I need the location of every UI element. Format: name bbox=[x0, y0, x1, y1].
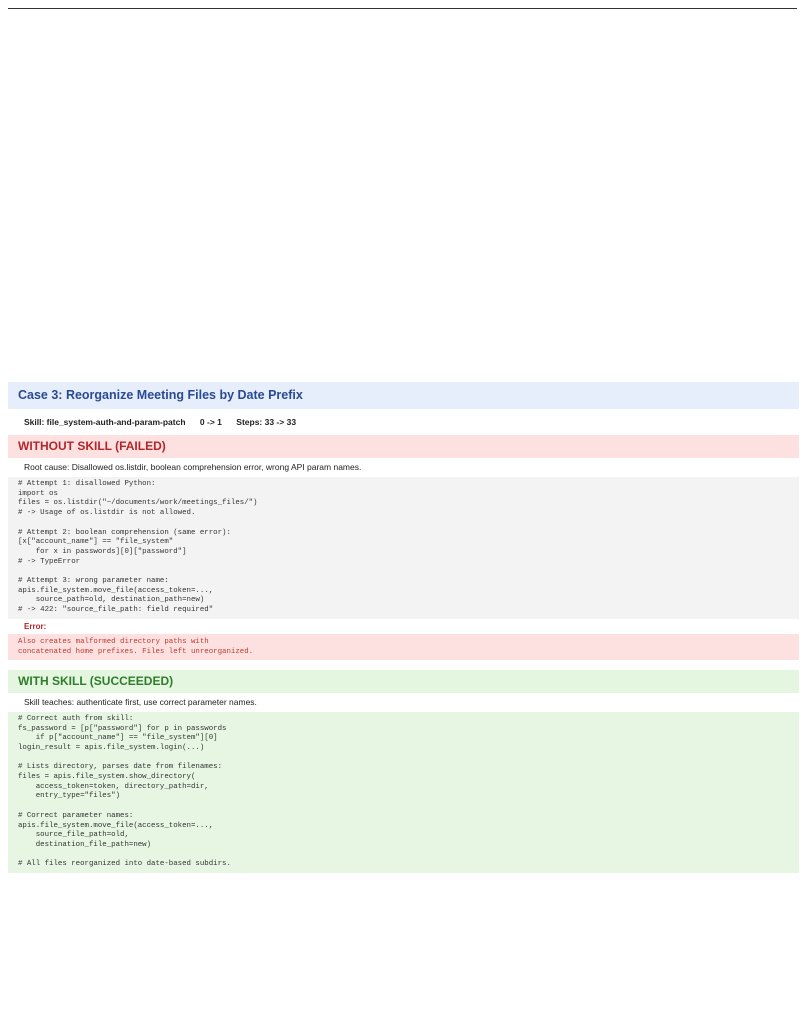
failed-code-block: # Attempt 1: disallowed Python: import os files = os.listdir("~/documents/work/meetings_files/") # -> Usage of os.listdir is not allowed. # Attempt 2: boolean comprehension (same error): [x["account_name"] == "file_system" for x in passwords][0]["password"] # -> TypeError # Attempt 3: wrong parameter name: apis.file_system.move_file(access_token=..., source_path=old, destination_path=new) # -> 422: "source_file_path: field required" bbox=[8, 477, 799, 619]
success-code-block: # Correct auth from skill: fs_password = [p["password"] for p in passwords if p["account_name"] == "file_system"][0] login_result = apis.file_system.login(...) # Lists directory, parses date from filenames: files = apis.file_system.show_directory( access_token=token, directory_path=dir, entry_type="files") # Correct parameter names: apis.file_system.move_file(access_token=..., source_file_path=old, destination_file_path=new) # All files reorganized into date-based subdirs. bbox=[8, 712, 799, 873]
without-skill-heading: WITHOUT SKILL (FAILED) bbox=[8, 435, 799, 458]
root-cause-text: Root cause: Disallowed os.listdir, boolean comprehension error, wrong API param names. bbox=[24, 462, 362, 472]
error-message: Also creates malformed directory paths with concatenated home prefixes. Files left unreorganized. bbox=[8, 634, 799, 660]
case-title: Case 3: Reorganize Meeting Files by Date Prefix bbox=[8, 382, 799, 409]
score-change: 0 -> 1 bbox=[199, 417, 222, 427]
error-label: Error: bbox=[24, 621, 47, 631]
top-divider bbox=[8, 8, 797, 9]
skill-note: Skill teaches: authenticate first, use correct parameter names. bbox=[24, 696, 257, 707]
with-skill-heading: WITH SKILL (SUCCEEDED) bbox=[8, 670, 799, 693]
steps-change: Steps: 33 -> 33 bbox=[236, 417, 297, 427]
case-card bbox=[8, 382, 799, 873]
skill-name: Skill: file_system-auth-and-param-patch bbox=[24, 417, 186, 427]
case-meta bbox=[8, 409, 799, 435]
